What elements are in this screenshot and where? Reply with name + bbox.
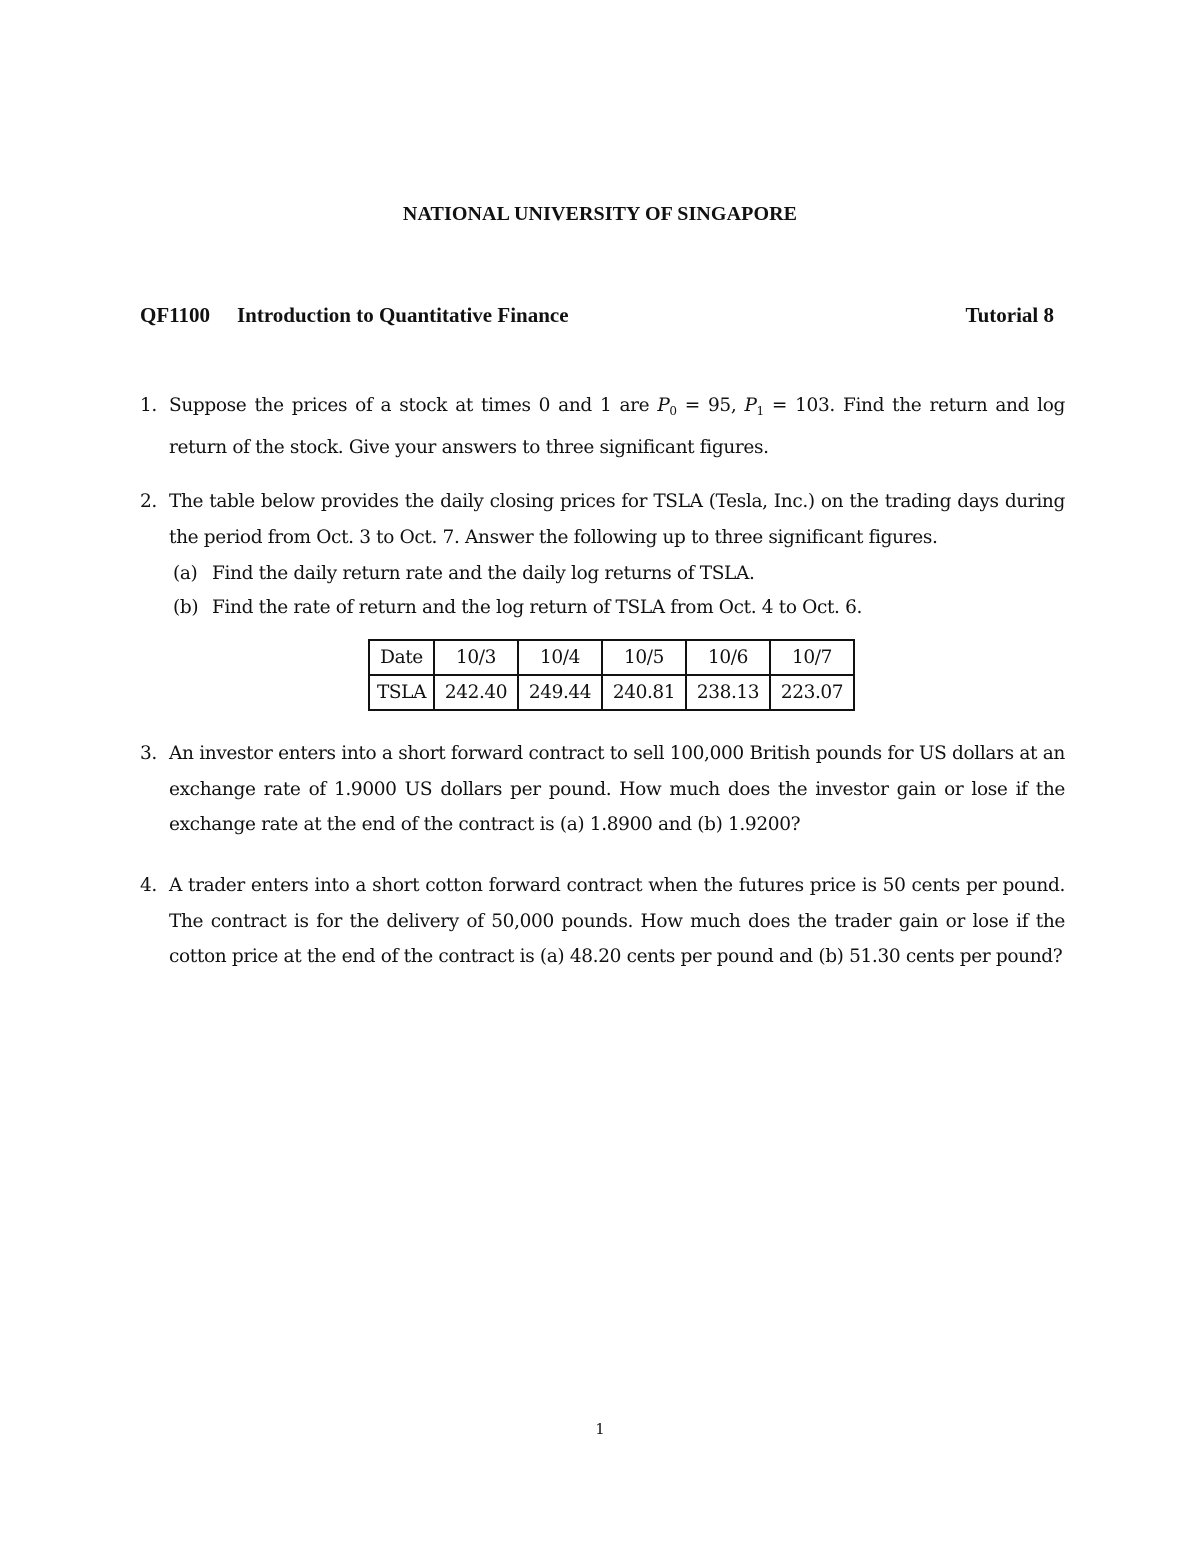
course-code: QF1100 — [140, 303, 211, 327]
table-cell: 10/7 — [770, 640, 854, 675]
table-cell: 10/6 — [686, 640, 770, 675]
price-p0: $P_0$ — [657, 395, 677, 418]
sub-text: Find the rate of return and the log return of TSLA from Oct. 4 to Oct. 6. — [212, 597, 863, 618]
table-cell: 240.81 — [602, 675, 686, 710]
sub-text: Find the daily return rate and the daily log returns of TSLA. — [212, 563, 755, 584]
table-cell: 249.44 — [518, 675, 602, 710]
table-cell: 223.07 — [770, 675, 854, 710]
question-number: 2. — [140, 491, 157, 512]
question-number: 1. — [140, 395, 157, 416]
question-text: Suppose the prices of a stock at times 0 and 1 are $P_0 = 95$, $P_1 = 103$. Find the return and log return of the stock. Give your answers to three significant figures. — [169, 395, 1065, 458]
course-title: Introduction to Quantitative Finance — [237, 303, 569, 327]
table-row-dates — [369, 640, 854, 675]
university-name: NATIONAL UNIVERSITY OF SINGAPORE — [402, 203, 798, 225]
question-number: 3. — [140, 743, 157, 764]
question-1 — [140, 388, 1065, 465]
table-cell: 10/3 — [434, 640, 518, 675]
sub-label: (b) — [173, 597, 199, 618]
table-cell: TSLA — [369, 675, 434, 710]
table-row-prices — [369, 675, 854, 710]
price-p1: $P_1$ — [744, 395, 764, 418]
question-text: An investor enters into a short forward contract to sell 100,000 British pounds for US dollars at an exchange rate of 1.9000 US dollars per pound. How much does the investor gain or lose if the exchange rate at the end of the contract is (a) 1.8900 and (b) 1.9200? — [169, 743, 1065, 835]
tsla-price-table — [368, 639, 855, 711]
question-text: A trader enters into a short cotton forward contract when the futures price is 50 cents per pound. The contract is for the delivery of 50,000 pounds. How much does the trader gain or lose if the cotton price at the end of the contract is (a) 48.20 cents per pound and (b) 51.30 cents per pound? — [169, 875, 1065, 967]
table-cell: 10/4 — [518, 640, 602, 675]
tutorial-label: Tutorial 8 — [965, 303, 1054, 327]
table-cell: Date — [369, 640, 434, 675]
sub-label: (a) — [173, 563, 198, 584]
question-2 — [140, 484, 1065, 555]
page-number: 1 — [595, 1420, 605, 1438]
table-cell: 238.13 — [686, 675, 770, 710]
table-cell: 10/5 — [602, 640, 686, 675]
table-cell: 242.40 — [434, 675, 518, 710]
question-number: 4. — [140, 875, 157, 896]
question-4 — [140, 868, 1065, 975]
question-text: The table below provides the daily closing prices for TSLA (Tesla, Inc.) on the trading days during the period from Oct. 3 to Oct. 7. Answer the following up to three significant figures. — [169, 491, 1065, 548]
question-3 — [140, 736, 1065, 843]
